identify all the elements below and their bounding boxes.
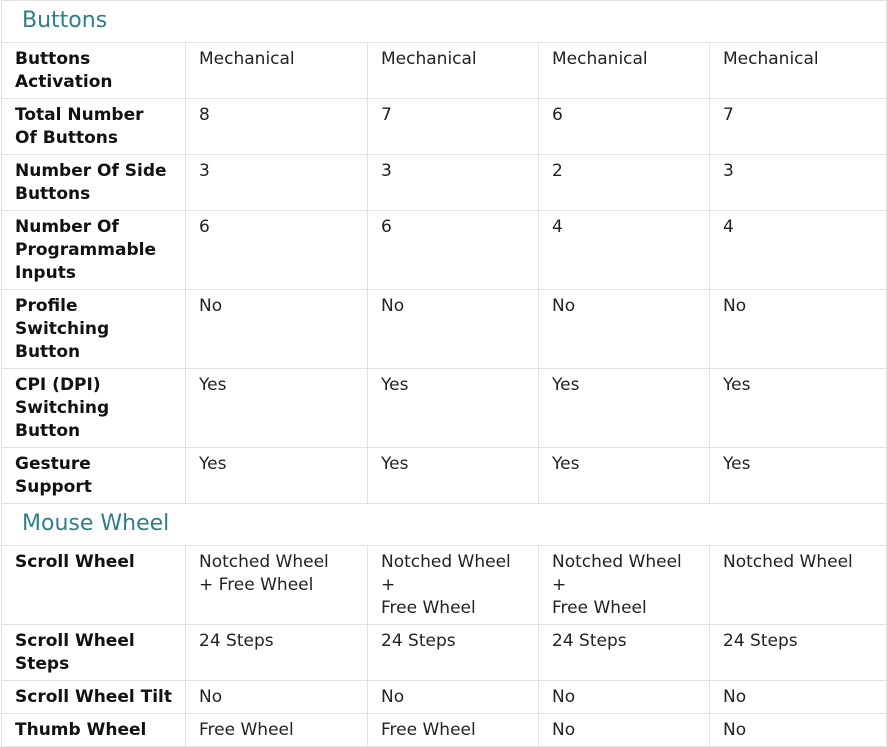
table-cell: Mechanical — [539, 43, 710, 99]
spec-table — [1, 0, 887, 747]
table-cell: Notched Wheel + Free Wheel — [186, 546, 368, 625]
section-title: Mouse Wheel — [2, 504, 887, 546]
table-cell: No — [539, 290, 710, 369]
table-row — [2, 43, 887, 99]
table-row — [2, 546, 887, 625]
table-cell: Mechanical — [368, 43, 539, 99]
row-label: Profile Switching Button — [2, 290, 186, 369]
row-label: Scroll Wheel Steps — [2, 625, 186, 681]
table-cell: No — [186, 290, 368, 369]
table-cell: 7 — [710, 99, 887, 155]
row-label: Gesture Support — [2, 448, 186, 504]
row-label: Buttons Activation — [2, 43, 186, 99]
table-cell: No — [539, 714, 710, 747]
table-cell: 24 Steps — [539, 625, 710, 681]
row-label: Number Of Side Buttons — [2, 155, 186, 211]
table-cell: 4 — [710, 211, 887, 290]
row-label: Scroll Wheel — [2, 546, 186, 625]
table-cell: No — [710, 681, 887, 714]
table-cell: 2 — [539, 155, 710, 211]
table-row — [2, 448, 887, 504]
table-cell: Yes — [186, 369, 368, 448]
row-label: Number Of Programmable Inputs — [2, 211, 186, 290]
row-label: Scroll Wheel Tilt — [2, 681, 186, 714]
table-cell: 24 Steps — [186, 625, 368, 681]
table-cell: 3 — [710, 155, 887, 211]
table-cell: 6 — [539, 99, 710, 155]
table-cell: No — [368, 290, 539, 369]
table-cell: Yes — [710, 448, 887, 504]
row-label: CPI (DPI) Switching Button — [2, 369, 186, 448]
table-cell: Mechanical — [710, 43, 887, 99]
table-cell: No — [539, 681, 710, 714]
table-cell: Yes — [539, 448, 710, 504]
table-cell: 24 Steps — [710, 625, 887, 681]
table-cell: Yes — [368, 369, 539, 448]
table-row — [2, 99, 887, 155]
table-cell: 24 Steps — [368, 625, 539, 681]
table-cell: Yes — [368, 448, 539, 504]
table-cell: No — [710, 290, 887, 369]
table-cell: Notched Wheel — [710, 546, 887, 625]
table-row — [2, 155, 887, 211]
table-cell: No — [710, 714, 887, 747]
table-cell: 8 — [186, 99, 368, 155]
table-cell: 6 — [186, 211, 368, 290]
table-cell: No — [368, 681, 539, 714]
table-row — [2, 369, 887, 448]
table-cell: 3 — [186, 155, 368, 211]
section-title: Buttons — [2, 1, 887, 43]
section-header-buttons — [2, 1, 887, 43]
table-row — [2, 681, 887, 714]
table-cell: 6 — [368, 211, 539, 290]
row-label: Thumb Wheel — [2, 714, 186, 747]
section-header-mouse-wheel — [2, 504, 887, 546]
table-cell: 4 — [539, 211, 710, 290]
table-row — [2, 290, 887, 369]
table-cell: Yes — [539, 369, 710, 448]
table-cell: 3 — [368, 155, 539, 211]
table-row — [2, 211, 887, 290]
table-cell: Notched Wheel + Free Wheel — [368, 546, 539, 625]
row-label: Total Number Of Buttons — [2, 99, 186, 155]
table-cell: Free Wheel — [186, 714, 368, 747]
table-cell: Yes — [710, 369, 887, 448]
table-cell: Free Wheel — [368, 714, 539, 747]
table-cell: Mechanical — [186, 43, 368, 99]
table-row — [2, 625, 887, 681]
table-cell: 7 — [368, 99, 539, 155]
table-row — [2, 714, 887, 747]
table-cell: No — [186, 681, 368, 714]
table-cell: Yes — [186, 448, 368, 504]
table-cell: Notched Wheel + Free Wheel — [539, 546, 710, 625]
